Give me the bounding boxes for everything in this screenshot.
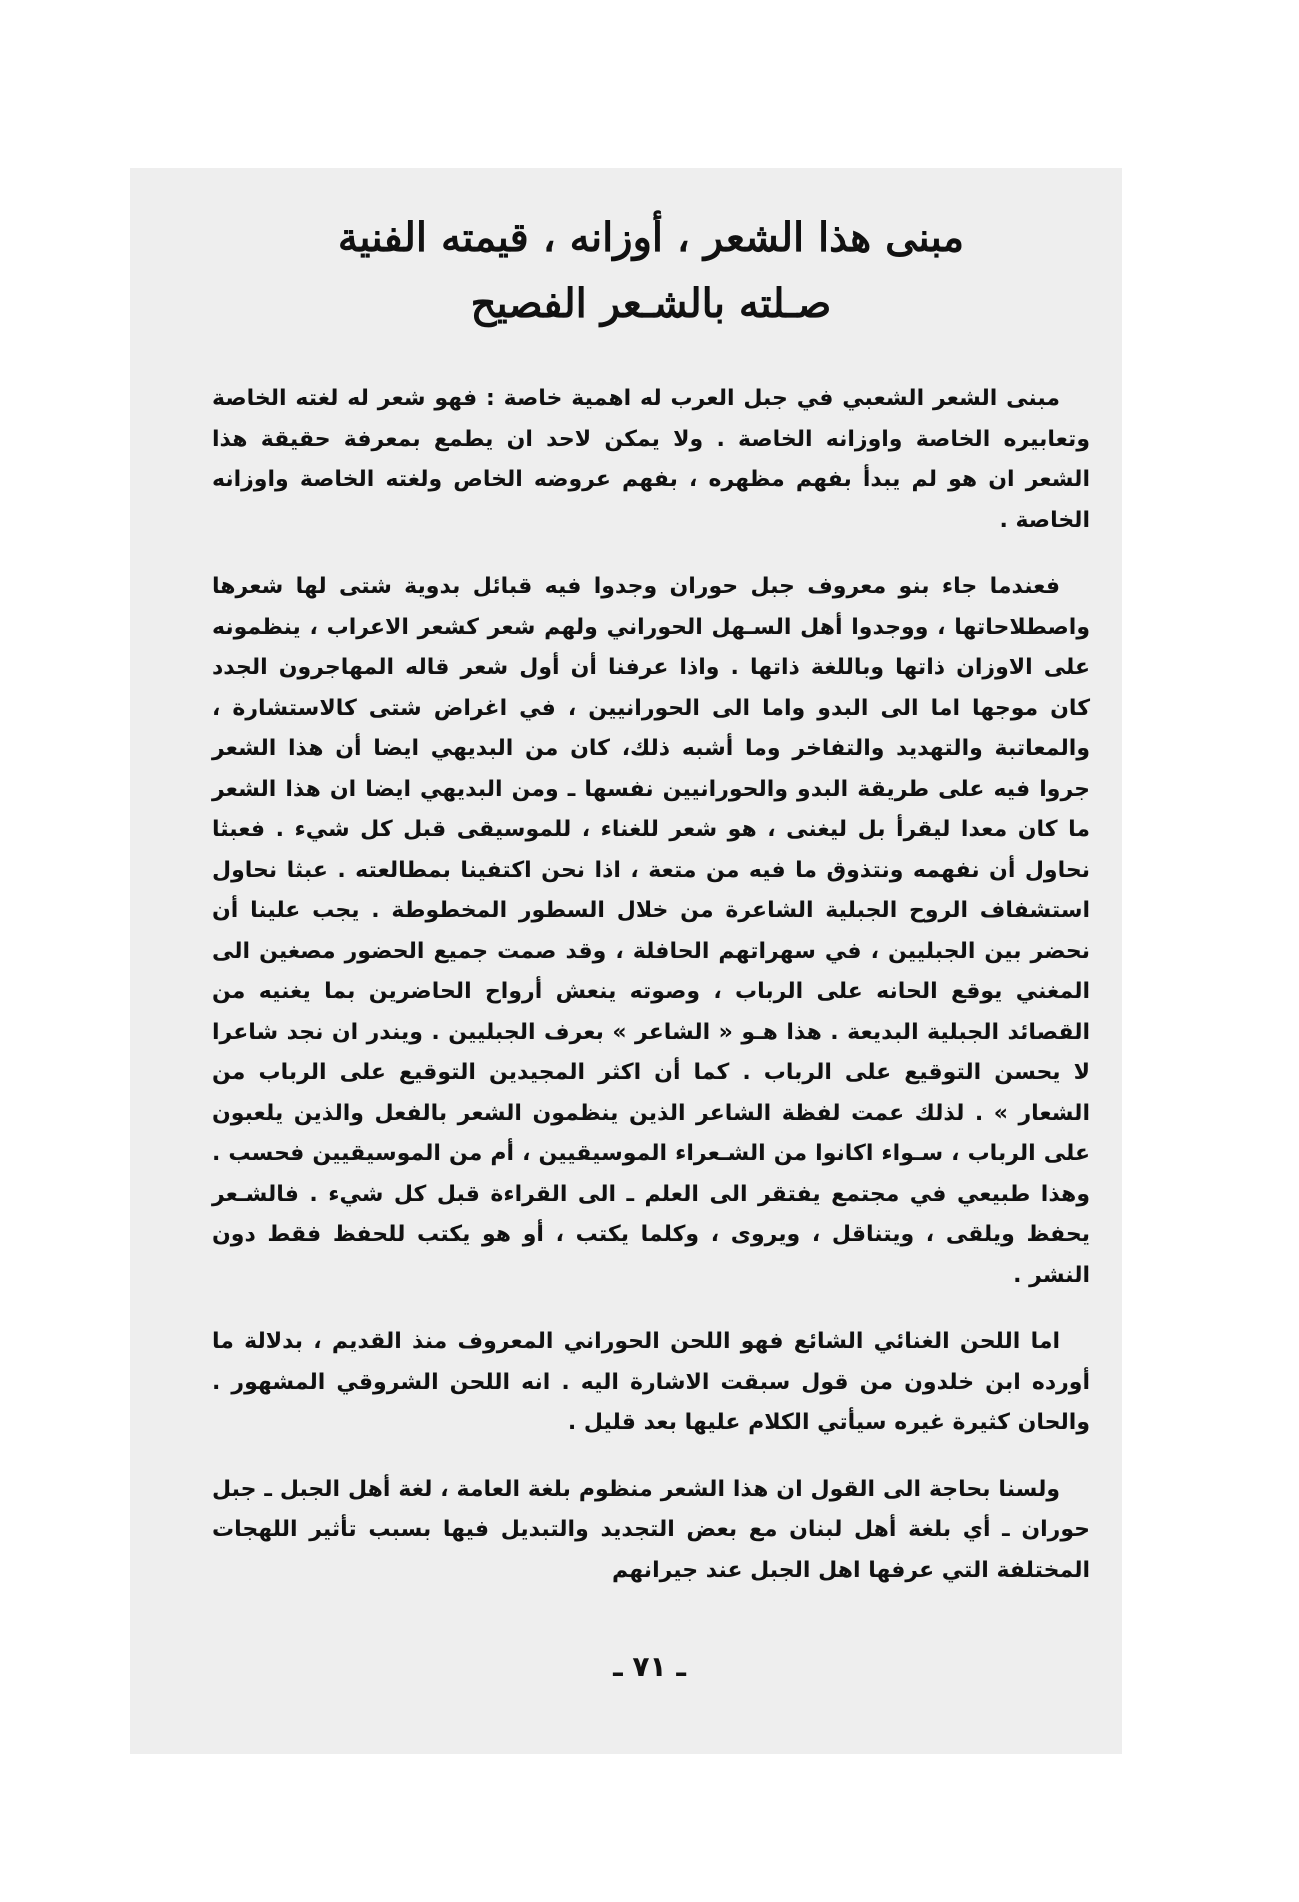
page-title-line-2: صـلته بالشـعر الفصيح bbox=[470, 280, 832, 327]
page-number: ـ ٧١ ـ bbox=[613, 1650, 686, 1683]
paragraph-4: ولسنا بحاجة الى القول ان هذا الشعر منظوم بلغة العامة ، لغة أهل الجبل ـ جبل حوران ـ أي بلغة أهل لبنان مع بعض التجديد والتبديل فيها بسبب تأثير اللهجات المختلفة التي عرفها اهل الجبل عند جيرانهم bbox=[212, 1476, 1090, 1583]
page-content bbox=[212, 205, 1090, 1617]
paragraph-2: فعندما جاء بنو معروف جبل حوران وجدوا فيه قبائل بدوية شتى لها شعرها واصطلاحاتها ، ووجدوا أهل السـهل الحوراني ولهم شعر كشعر الاعراب ، ينظمونه على الاوزان ذاتها وباللغة ذاتها . واذا عرفنا أن أول شعر قاله المهاجرون الجدد كان موجها اما الى البدو واما الى الحورانيين ، في اغراض شتى كالاستشارة ، والمعاتبة والتهديد والتفاخر وما أشبه ذلك، كان من البديهي ايضا أن هذا الشعر جروا فيه على طريقة البدو والحورانيين نفسها ـ ومن البديهي ايضا ان هذا الشعر ما كان معدا ليقرأ بل ليغنى ، هو شعر للغناء ، للموسيقى قبل كل شيء . فعبثا نحاول أن نفهمه ونتذوق ما فيه من متعة ، اذا نحن اكتفينا بمطالعته . عبثا نحاول استشفاف الروح الجبلية الشاعرة من خلال السطور المخطوطة . يجب علينا أن نحضر بين الجبليين ، في سهراتهم الحافلة ، وقد صمت جميع الحضور مصغين الى المغني يوقع الحانه على الرباب ، وصوته ينعش أرواح الحاضرين بما يغنيه من القصائد الجبلية البديعة . هذا هـو « الشاعر » بعرف الجبليين . ويندر ان نجد شاعرا لا يحسن التوقيع على الرباب . كما أن اكثر المجيدين التوقيع على الرباب من الشعار » . لذلك عمت لفظة الشاعر الذين ينظمون الشعر بالفعل والذين يلعبون على الرباب ، سـواء اكانوا من الشـعراء الموسيقيين ، أم من الموسيقيين فحسب . وهذا طبيعي في مجتمع يفتقر الى العلم ـ الى القراءة قبل كل شيء . فالشـعر يحفظ ويلقى ، ويتناقل ، ويروى ، وكلما يكتب ، أو هو يكتب للحفظ فقط دون النشر . bbox=[212, 574, 1090, 1288]
paragraph-1: مبنى الشعر الشعبي في جبل العرب له اهمية خاصة : فهو شعر له لغته الخاصة وتعابيره الخاصة واوزانه الخاصة . ولا يمكن لاحد ان يطمع بمعرفة حقيقة هذا الشعر ان هو لم يبدأ بفهم مظهره ، بفهم عروضه الخاص ولغته الخاصة واوزانه الخاصة . bbox=[212, 386, 1090, 533]
page-title-line-1: مبنى هذا الشعر ، أوزانه ، قيمته الفنية bbox=[337, 214, 965, 261]
paragraph-3: اما اللحن الغنائي الشائع فهو اللحن الحوراني المعروف منذ القديم ، بدلالة ما أورده ابن خلدون من قول سبقت الاشارة اليه . انه اللحن الشروقي المشهور . والحان كثيرة غيره سيأتي الكلام عليها بعد قليل . bbox=[212, 1329, 1090, 1435]
